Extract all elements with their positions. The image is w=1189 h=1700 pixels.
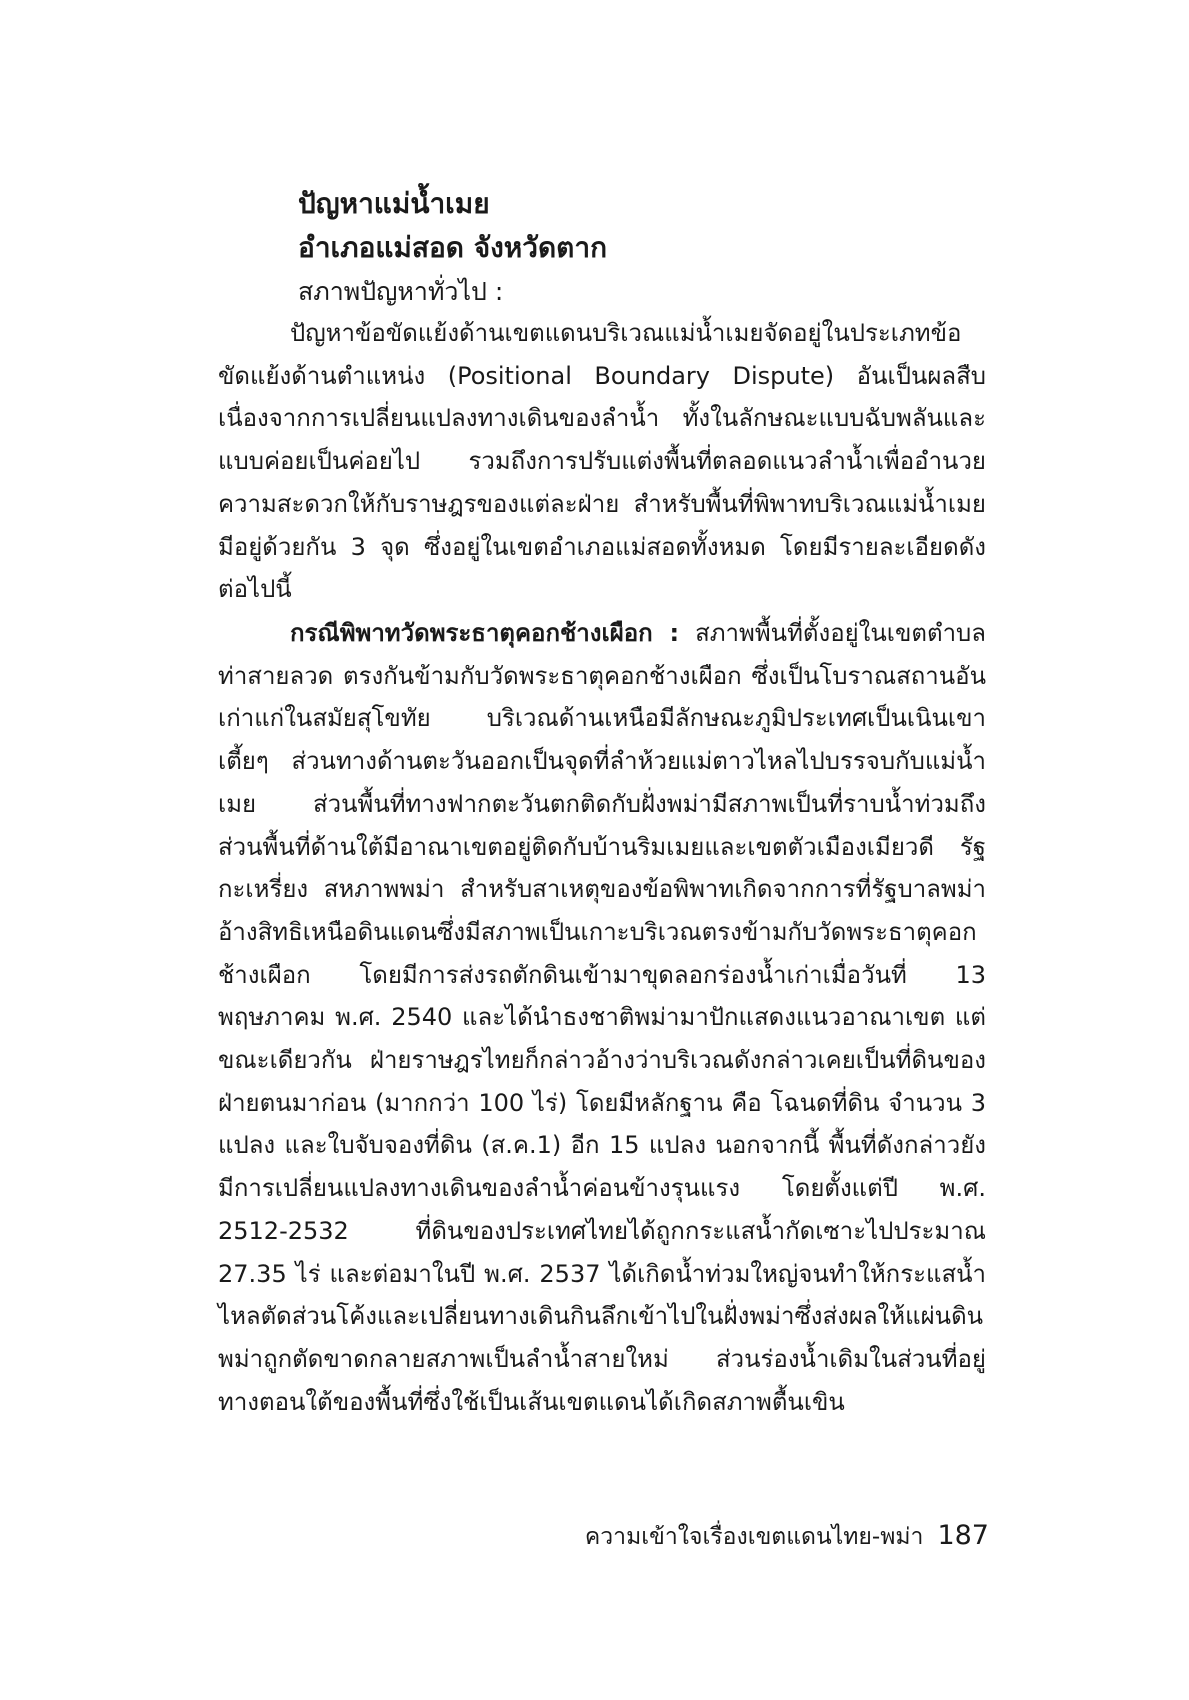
page-number: 187: [937, 1520, 989, 1551]
body-paragraph-1: ปัญหาข้อขัดแย้งด้านเขตแดนบริเวณแม่น้ำเมยจัดอยู่ในประเภทข้อขัดแย้งด้านตำแหน่ง (Positional Boundary Dispute) อันเป็นผลสืบเนื่องจากการเปลี่ยนแปลงทางเดินของลำน้ำ ทั้งในลักษณะแบบฉับพลันและแบบค่อยเป็นค่อยไป รวมถึงการปรับแต่งพื้นที่ตลอดแนวลำน้ำเพื่ออำนวยความสะดวกให้กับราษฎรของแต่ละฝ่าย สำหรับพื้นที่พิพาทบริเวณแม่น้ำเมยมีอยู่ด้วยกัน 3 จุด ซึ่งอยู่ในเขตอำเภอแม่สอดทั้งหมด โดยมีรายละเอียดดังต่อไปนี้: [218, 319, 986, 604]
chapter-title-line2: อำเภอแม่สอด จังหวัดตาก: [298, 231, 608, 264]
case-heading: กรณีพิพาทวัดพระธาตุคอกช้างเผือก :: [290, 619, 680, 647]
section-subheading: สภาพปัญหาทั่วไป :: [298, 277, 504, 306]
chapter-title-line1: ปัญหาแม่น้ำเมย: [298, 187, 490, 220]
body-paragraph-2: [218, 612, 986, 1423]
page-footer: [585, 1518, 989, 1555]
case-body-text: สภาพพื้นที่ตั้งอยู่ในเขตตำบลท่าสายลวด ตรงกันข้ามกับวัดพระธาตุคอกช้างเผือก ซึ่งเป็นโบราณสถานอันเก่าแก่ในสมัยสุโขทัย บริเวณด้านเหนือมีลักษณะภูมิประเทศเป็นเนินเขาเตี้ยๆ ส่วนทางด้านตะวันออกเป็นจุดที่ลำห้วยแม่ตาวไหลไปบรรจบกับแม่น้ำเมย ส่วนพื้นที่ทางฟากตะวันตกติดกับฝั่งพม่ามีสภาพเป็นที่ราบน้ำท่วมถึง ส่วนพื้นที่ด้านใต้มีอาณาเขตอยู่ติดกับบ้านริมเมยและเขตตัวเมืองเมียวดี รัฐกะเหรี่ยง สหภาพพม่า สำหรับสาเหตุของข้อพิพาทเกิดจากการที่รัฐบาลพม่าอ้างสิทธิเหนือดินแดนซึ่งมีสภาพเป็นเกาะบริเวณตรงข้ามกับวัดพระธาตุคอกช้างเผือก โดยมีการส่งรถตักดินเข้ามาขุดลอกร่องน้ำเก่าเมื่อวันที่ 13 พฤษภาคม พ.ศ. 2540 และได้นำธงชาติพม่ามาปักแสดงแนวอาณาเขต แต่ขณะเดียวกัน ฝ่ายราษฎรไทยก็กล่าวอ้างว่าบริเวณดังกล่าวเคยเป็นที่ดินของฝ่ายตนมาก่อน (มากกว่า 100 ไร่) โดยมีหลักฐาน คือ โฉนดที่ดิน จำนวน 3 แปลง และใบจับจองที่ดิน (ส.ค.1) อีก 15 แปลง นอกจากนี้ พื้นที่ดังกล่าวยังมีการเปลี่ยนแปลงทางเดินของลำน้ำค่อนข้างรุนแรง โดยตั้งแต่ปี พ.ศ. 2512-2532 ที่ดินของประเทศไทยได้ถูกกระแสน้ำกัดเซาะไปประมาณ 27.35 ไร่ และต่อมาในปี พ.ศ. 2537 ได้เกิดน้ำท่วมใหญ่จนทำให้กระแสน้ำไหลตัดส่วนโค้งและเปลี่ยนทางเดินกินลึกเข้าไปในฝั่งพม่าซึ่งส่งผลให้แผ่นดินพม่าถูกตัดขาดกลายสภาพเป็นลำน้ำสายใหม่ ส่วนร่องน้ำเดิมในส่วนที่อยู่ทางตอนใต้ของพื้นที่ซึ่งใช้เป็นเส้นเขตแดนได้เกิดสภาพตื้นเขิน: [218, 619, 986, 1416]
running-title: ความเข้าใจเรื่องเขตแดนไทย-พม่า: [584, 1524, 924, 1550]
